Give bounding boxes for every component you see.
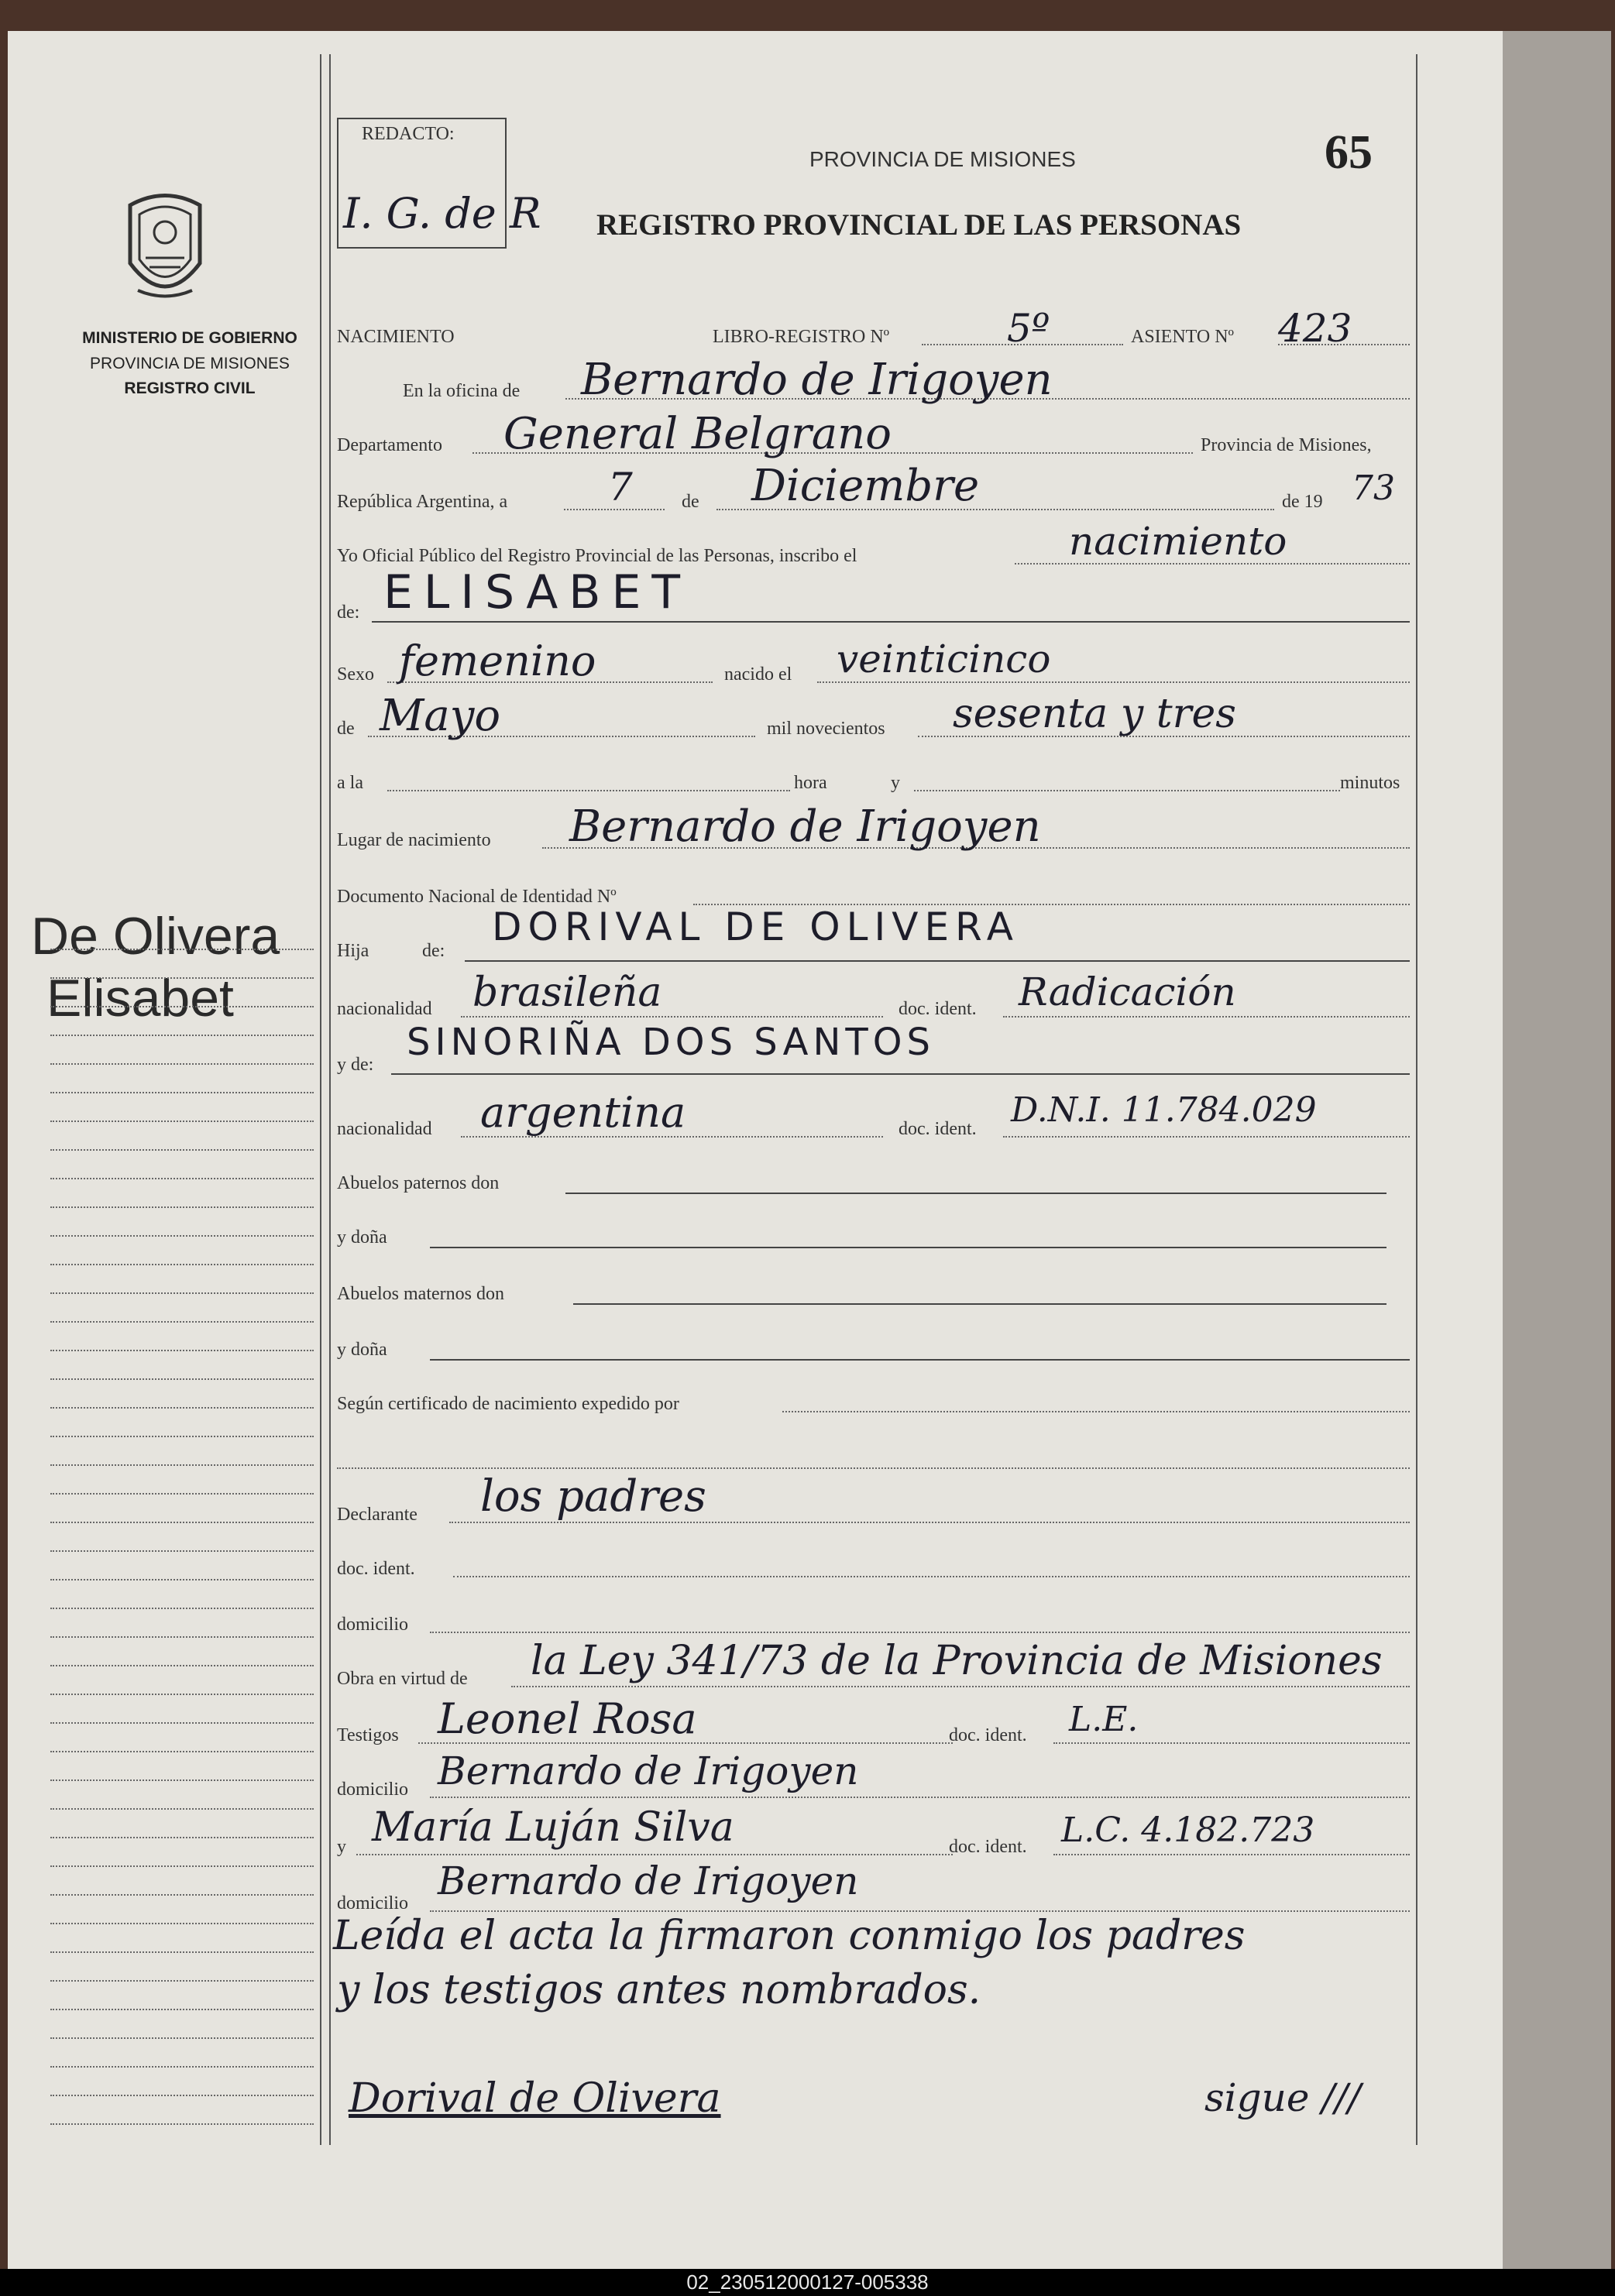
stub-ruled-line [50,1063,314,1065]
stub-ruled-line [50,1464,314,1466]
testigo2-value: María Luján Silva [372,1804,734,1851]
redacto-value: I. G. de R [343,189,541,238]
padre-doc-label: doc. ident. [899,999,977,1019]
testigo1-domicilio-label: domicilio [337,1779,408,1800]
testigo1-doc-line [1053,1742,1410,1744]
name-line [372,621,1410,623]
departamento-label: Departamento [337,435,442,455]
oficial-value: nacimiento [1069,519,1287,564]
hija-label: Hija [337,941,369,961]
asiento-label: ASIENTO Nº [1131,327,1234,347]
nacido-line [817,681,1410,683]
stub-ruled-line [50,1865,314,1867]
child-name-value: ELISABET [383,565,691,619]
stub-ruled-line [50,2123,314,2125]
stub-ruled-line [50,1378,314,1380]
redacto-box [337,118,541,249]
stub-ruled-line [50,977,314,979]
hija-de-label: de: [422,941,445,961]
testigo2-dom-line [430,1910,1410,1912]
segun-line [782,1411,1410,1412]
madre-doc-value: D.N.I. 11.784.029 [1011,1090,1317,1130]
de2-label: de: [337,602,360,623]
header-province: PROVINCIA DE MISIONES [809,147,1076,171]
domicilio-line [430,1632,1410,1633]
stub-ruled-line [50,1665,314,1666]
yde-label: y de: [337,1055,374,1075]
scan-caption: 02_230512000127-005338 [0,2269,1615,2296]
stub-ruled-line [50,2066,314,2068]
testigo2-doc-line [1053,1854,1410,1855]
page-title: REGISTRO PROVINCIAL DE LAS PERSONAS [596,208,1242,242]
stub-ruled-line [50,1522,314,1523]
stub-ruled-line [50,1121,314,1122]
doc-ident-label: doc. ident. [337,1559,415,1579]
hora-label: hora [794,773,827,793]
sexo-label: Sexo [337,664,374,685]
testigo1-dom-line [430,1797,1410,1798]
abuelos-p-dona-label: y doña [337,1227,387,1248]
abuelos-m-line [573,1303,1386,1305]
stub-ruled-line [50,1579,314,1580]
segun-label: Según certificado de nacimiento expedido por [337,1394,679,1414]
obra-label: Obra en virtud de [337,1669,468,1689]
stub-province: PROVINCIA DE MISIONES [90,355,290,372]
abuelos-p-line [565,1193,1386,1194]
documento-label: Documento Nacional de Identidad Nº [337,887,617,907]
stub-ruled-line [50,2095,314,2096]
stub-ruled-line [50,1894,314,1896]
padre-doc-value: Radicación [1019,970,1236,1014]
stub-ruled-line [50,1035,314,1036]
stub-ruled-line [50,1694,314,1695]
day-value: 7 [608,465,633,510]
madre-nacionalidad-label: nacionalidad [337,1119,432,1139]
madre-nac-value: argentina [480,1088,686,1137]
sigue-note: sigue /// [1204,2075,1361,2120]
stub-ruled-line [50,1206,314,1208]
abuelos-m-dona-label: y doña [337,1340,387,1360]
padre-value: DORIVAL DE OLIVERA [492,904,1019,949]
stub-ruled-line [50,1149,314,1151]
stub-ruled-line [50,1951,314,1953]
testigo1-dom-value: Bernardo de Irigoyen [438,1749,859,1793]
libro-label: LIBRO-REGISTRO Nº [713,327,890,347]
oficina-value: Bernardo de Irigoyen [581,355,1053,405]
domicilio-label: domicilio [337,1615,408,1635]
lugar-value: Bernardo de Irigoyen [569,801,1041,852]
year-label: de 19 [1282,492,1323,512]
stub-divider-inner [329,54,331,2145]
stub-ruled-line [50,1350,314,1351]
stub-ruled-line [50,949,314,950]
padre-nac-line [461,1016,883,1018]
stub-ruled-line [50,1493,314,1495]
stub-ruled-line [50,1407,314,1409]
testigo1-doc-label: doc. ident. [949,1725,1027,1745]
stub-ruled-line [50,1779,314,1781]
stub-ruled-line [50,1608,314,1609]
madre-doc-line [1003,1136,1410,1138]
stub-ruled-line [50,1636,314,1638]
next-page-edge [1503,31,1611,2269]
declarante-line [449,1522,1410,1523]
stub-ruled-line [50,1178,314,1179]
libro-value: 5º [1007,306,1050,351]
testigo1-value: Leonel Rosa [438,1694,697,1743]
nacido-value: veinticinco [837,637,1051,681]
oficial-label: Yo Oficial Público del Registro Provincial de las Personas, inscribo el [337,546,857,566]
stub-ruled-line [50,1923,314,1924]
madre-line [391,1073,1410,1075]
testigo2-dom-value: Bernardo de Irigoyen [438,1858,859,1903]
testigo2-domicilio-label: domicilio [337,1893,408,1913]
asiento-value: 423 [1278,306,1352,351]
mil-value: sesenta y tres [953,691,1236,737]
stub-ruled-line [50,1264,314,1265]
mil-label: mil novecientos [767,719,885,739]
testigo1-doc-value: L.E. [1069,1700,1139,1739]
month-value: Diciembre [751,461,980,511]
stub-ruled-line [50,1808,314,1810]
padre-nacionalidad-label: nacionalidad [337,999,432,1019]
segun-line-2 [337,1467,1410,1469]
abuelos-m-dona-line [430,1359,1410,1361]
padre-line [465,960,1410,962]
obra-value: la Ley 341/73 de la Provincia de Misiones [531,1638,1383,1684]
obra-line [511,1686,1410,1687]
abuelos-paternos-label: Abuelos paternos don [337,1173,500,1193]
testigo2-doc-label: doc. ident. [949,1837,1027,1857]
record-type-label: NACIMIENTO [337,327,455,347]
stub-ruled-line [50,1321,314,1323]
ala-line [387,790,790,791]
testigo2-doc-value: L.C. 4.182.723 [1061,1810,1315,1850]
de3-label: de [337,719,355,739]
padre-nac-value: brasileña [472,970,662,1016]
year-value: 73 [1352,468,1395,508]
declarante-value: los padres [480,1471,706,1522]
minutos-label: minutos [1340,773,1400,793]
oficina-label: En la oficina de [403,381,521,401]
stub-surname: De Olivera [31,907,280,966]
registry-page [8,31,1503,2269]
padre-doc-line [1003,1016,1410,1018]
testigos-label: Testigos [337,1725,399,1745]
y2-label: y [337,1837,346,1857]
stub-ruled-line [50,1006,314,1007]
declarante-label: Declarante [337,1505,417,1525]
page-number: 65 [1325,126,1373,179]
closing-line-1: Leída el acta la firmaron conmigo los padres [333,1913,1246,1959]
signature: Dorival de Olivera [349,2075,721,2122]
stub-ruled-line [50,1235,314,1237]
province-seal-icon [122,190,208,314]
republica-label: República Argentina, a [337,492,508,512]
de-label: de [682,492,699,512]
ala-label: a la [337,773,363,793]
stub-ruled-line [50,1436,314,1437]
stub-ruled-line [50,2037,314,2039]
right-margin-rule [1416,54,1417,2145]
testigo2-line [356,1854,953,1855]
provincia-label: Provincia de Misiones, [1201,435,1372,455]
redacto-label: REDACTO: [362,124,455,144]
stub-ruled-line [50,1092,314,1093]
madre-doc-label: doc. ident. [899,1119,977,1139]
sexo-value: femenino [399,637,596,685]
departamento-value: General Belgrano [503,409,892,459]
y-label: y [891,773,900,793]
stub-ministry: MINISTERIO DE GOBIERNO [82,329,297,347]
stub-registry: REGISTRO CIVIL [124,379,256,397]
stub-ruled-line [50,1751,314,1752]
abuelos-p-dona-line [430,1247,1386,1248]
stub-ruled-line [50,1722,314,1724]
closing-line-2: y los testigos antes nombrados. [337,1967,981,2013]
stub-ruled-line [50,1980,314,1982]
lugar-label: Lugar de nacimiento [337,830,491,850]
nacido-label: nacido el [724,664,792,685]
abuelos-maternos-label: Abuelos maternos don [337,1284,504,1304]
stub-divider [320,54,321,2145]
minutos-line [914,790,1340,791]
doc-ident-line [453,1576,1410,1577]
stub-ruled-line [50,2009,314,2010]
stub-ruled-line [50,1837,314,1838]
stub-ruled-line [50,1550,314,1552]
stub-ruled-line [50,1292,314,1294]
nacido-month-value: Mayo [380,691,501,741]
stub-given-name: Elisabet [46,969,234,1028]
madre-value: SINORIÑA DOS SANTOS [407,1021,935,1064]
